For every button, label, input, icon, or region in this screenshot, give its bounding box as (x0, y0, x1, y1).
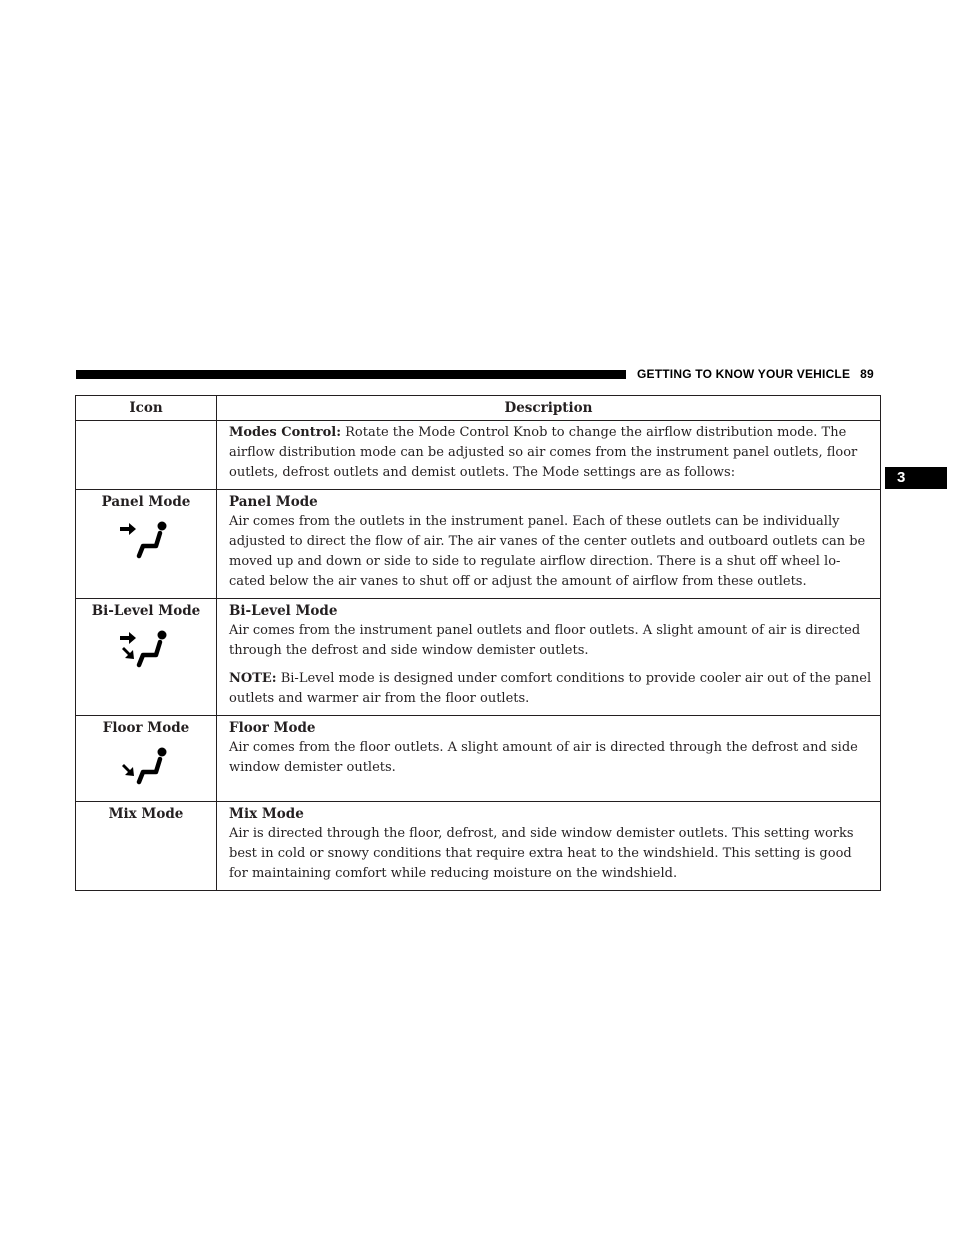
table-header-row (76, 396, 881, 421)
column-header-icon: Icon (76, 396, 217, 421)
title-floor: Floor Mode (229, 720, 316, 736)
header-rule (76, 370, 626, 379)
icon-cell-bi-level (76, 599, 217, 716)
floor-mode-icon (116, 742, 176, 786)
note-bi-level (229, 669, 872, 709)
text-bi-level: Air comes from the instrument panel outlets and floor outlets. A slight amount of air is directed through the defrost and side window demister outlets. (229, 623, 861, 658)
bi-level-mode-icon (116, 625, 176, 669)
icon-label-panel: Panel Mode (101, 494, 191, 510)
intro-description (217, 421, 881, 490)
note-lead: NOTE: (229, 671, 277, 686)
note-text: Bi-Level mode is designed under comfort conditions to provide cooler air out of the panel outlets and warmer air from the floor outlets. (229, 671, 872, 706)
table-row-floor-mode (76, 716, 881, 802)
description-bi-level (217, 599, 881, 716)
description-mix (217, 802, 881, 891)
text-panel: Air comes from the outlets in the instrument panel. Each of these outlets can be individually adjusted to direct the flow of air. The air vanes of the center outlets and outboard outlets can be moved up and down or side to side to regulate airflow direction. There is a shut off wheel lo-cated below the air vanes to shut off or adjust the amount of airflow from these outlets. (229, 514, 866, 589)
title-bi-level: Bi-Level Mode (229, 603, 338, 619)
text-mix: Air is directed through the floor, defrost, and side window demister outlets. This setting works best in cold or snowy conditions that require extra heat to the windshield. This setting is good for maintaining comfort while reducing moisture on the windshield. (229, 826, 854, 881)
icon-label-floor: Floor Mode (102, 720, 190, 736)
title-panel: Panel Mode (229, 494, 318, 510)
mode-table (75, 395, 881, 891)
icon-cell-panel (76, 490, 217, 599)
table-row-intro (76, 421, 881, 490)
icon-cell-floor (76, 716, 217, 802)
intro-text: Rotate the Mode Control Knob to change the airflow distribution mode. The airflow distribution mode can be adjusted so air comes from the instrument panel outlets, floor outlets, defrost outlets and demist outlets. The Mode settings are as follows: (229, 425, 858, 480)
column-header-description: Description (217, 396, 881, 421)
icon-label-bi-level: Bi-Level Mode (91, 603, 201, 619)
icon-label-mix: Mix Mode (108, 806, 184, 822)
page-number: 89 (860, 367, 874, 381)
panel-mode-icon (116, 516, 176, 560)
description-panel (217, 490, 881, 599)
title-mix: Mix Mode (229, 806, 304, 822)
empty-icon-cell (76, 421, 217, 490)
table-row-panel-mode (76, 490, 881, 599)
chapter-tab: 3 (885, 467, 947, 489)
table-row-mix-mode (76, 802, 881, 891)
description-floor (217, 716, 881, 802)
running-header (637, 367, 874, 381)
table-row-bi-level-mode (76, 599, 881, 716)
section-title: GETTING TO KNOW YOUR VEHICLE (637, 367, 851, 381)
icon-cell-mix (76, 802, 217, 891)
text-floor: Air comes from the floor outlets. A slight amount of air is directed through the defrost and side window demister outlets. (229, 740, 858, 775)
intro-lead: Modes Control: (229, 425, 341, 440)
